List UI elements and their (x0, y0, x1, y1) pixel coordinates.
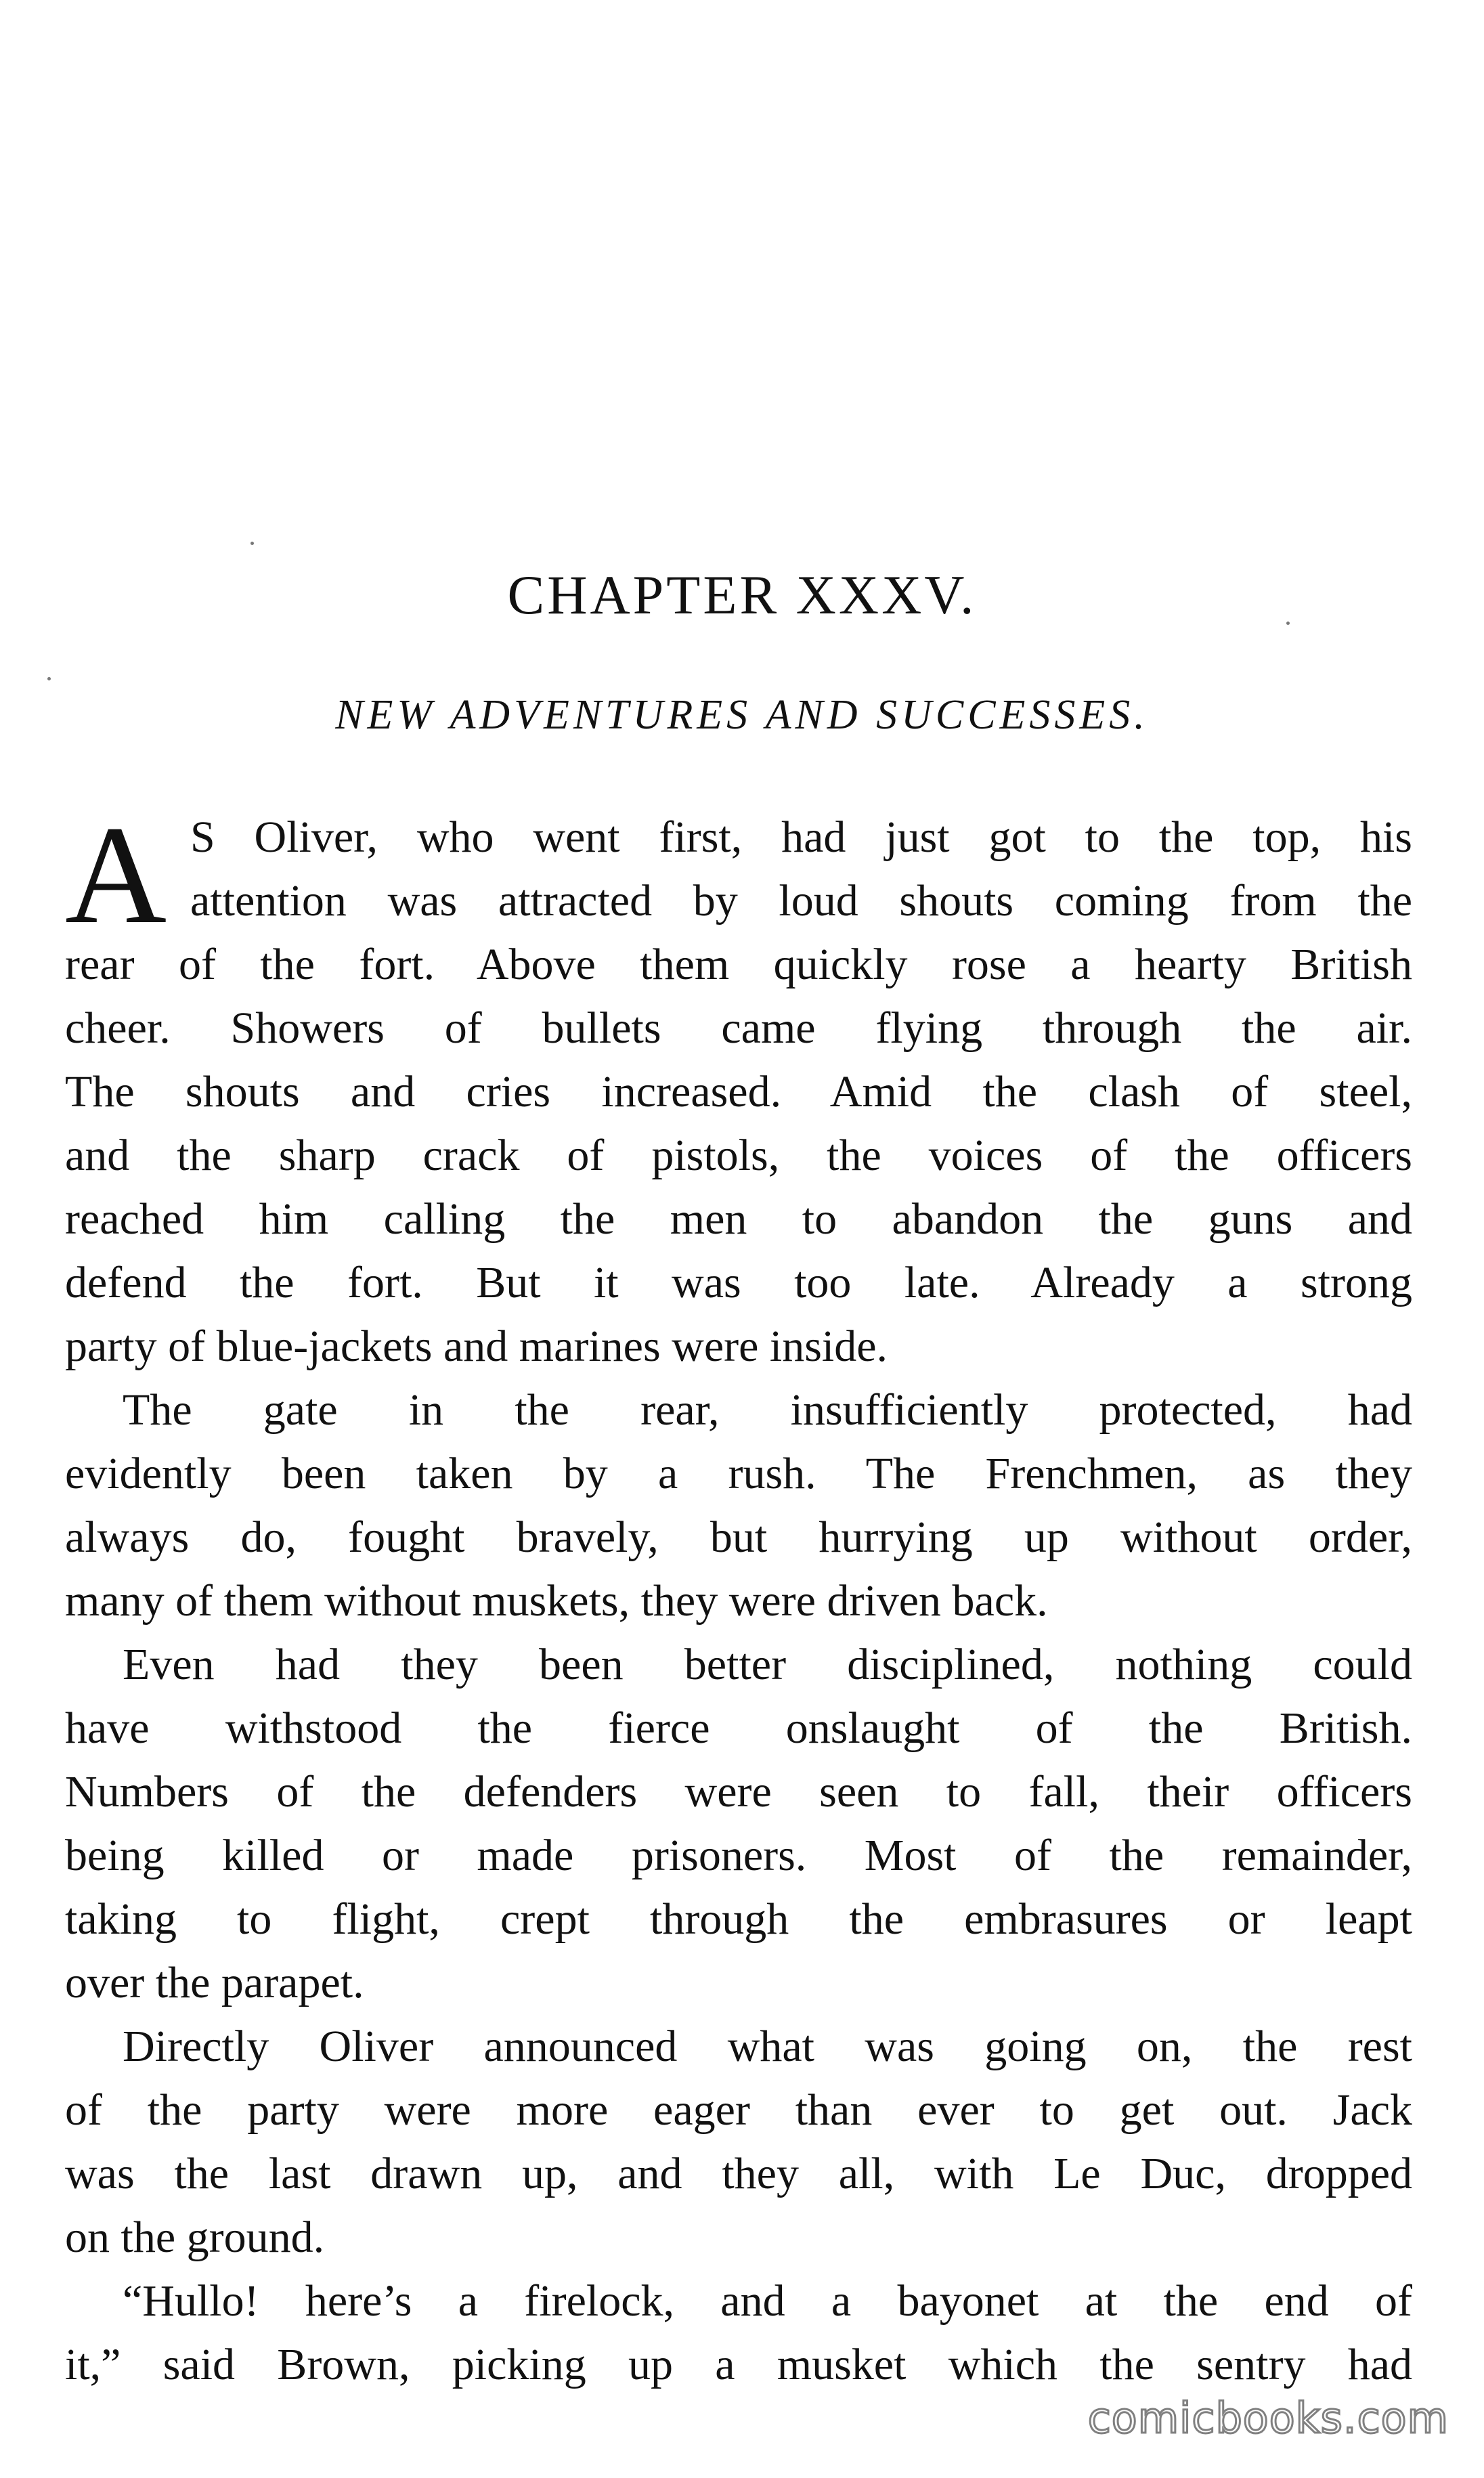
text-line: S Oliver, who went first, had just got to the top, his (190, 812, 1412, 862)
text-line: Even had they been better disciplined, nothing could (123, 1640, 1412, 1689)
text-line: The gate in the rear, insufficiently protected, had (123, 1385, 1412, 1435)
scan-speck (250, 542, 254, 545)
text-line: The shouts and cries increased. Amid the clash of steel, (65, 1067, 1412, 1116)
text-line: defend the fort. But it was too late. Already a strong (65, 1258, 1412, 1307)
chapter-subtitle: NEW ADVENTURES AND SUCCESSES. (335, 692, 1149, 738)
text-line: was the last drawn up, and they all, with Le Duc, dropped (65, 2149, 1412, 2198)
text-line: being killed or made prisoners. Most of the remainder, (65, 1831, 1412, 1880)
text-line: it,” said Brown, picking up a musket which the sentry had (65, 2340, 1412, 2389)
scan-speck (1286, 622, 1290, 625)
text-line: evidently been taken by a rush. The Frenchmen, as they (65, 1449, 1412, 1498)
text-line: reached him calling the men to abandon the guns and (65, 1194, 1412, 1244)
text-line: over the parapet. (65, 1958, 364, 2007)
text-line: taking to flight, crept through the embrasures or leapt (65, 1894, 1412, 1944)
chapter-title: CHAPTER XXXV. (507, 564, 977, 626)
drop-cap: A (65, 797, 167, 953)
text-line: have withstood the fierce onslaught of the British. (65, 1703, 1412, 1753)
scan-speck (47, 677, 51, 680)
text-line: and the sharp crack of pistols, the voices of the officers (65, 1131, 1412, 1180)
text-line: “Hullo! here’s a firelock, and a bayonet at the end of (123, 2276, 1412, 2326)
watermark-logo: comicbooks.com (1087, 2393, 1449, 2443)
text-line: party of blue-jackets and marines were inside. (65, 1322, 888, 1371)
text-line: Directly Oliver announced what was going on, the rest (123, 2022, 1412, 2071)
text-line: cheer. Showers of bullets came flying through the air. (65, 1003, 1412, 1053)
body-text (65, 797, 1412, 2397)
text-line: rear of the fort. Above them quickly rose a hearty British (65, 940, 1412, 989)
text-line: Numbers of the defenders were seen to fall, their officers (65, 1767, 1412, 1817)
text-line: on the ground. (65, 2213, 325, 2262)
text-line: attention was attracted by loud shouts coming from the (190, 876, 1412, 926)
text-line: always do, fought bravely, but hurrying up without order, (65, 1513, 1412, 1562)
text-line: of the party were more eager than ever to get out. Jack (65, 2085, 1412, 2135)
text-line: many of them without muskets, they were driven back. (65, 1576, 1048, 1626)
